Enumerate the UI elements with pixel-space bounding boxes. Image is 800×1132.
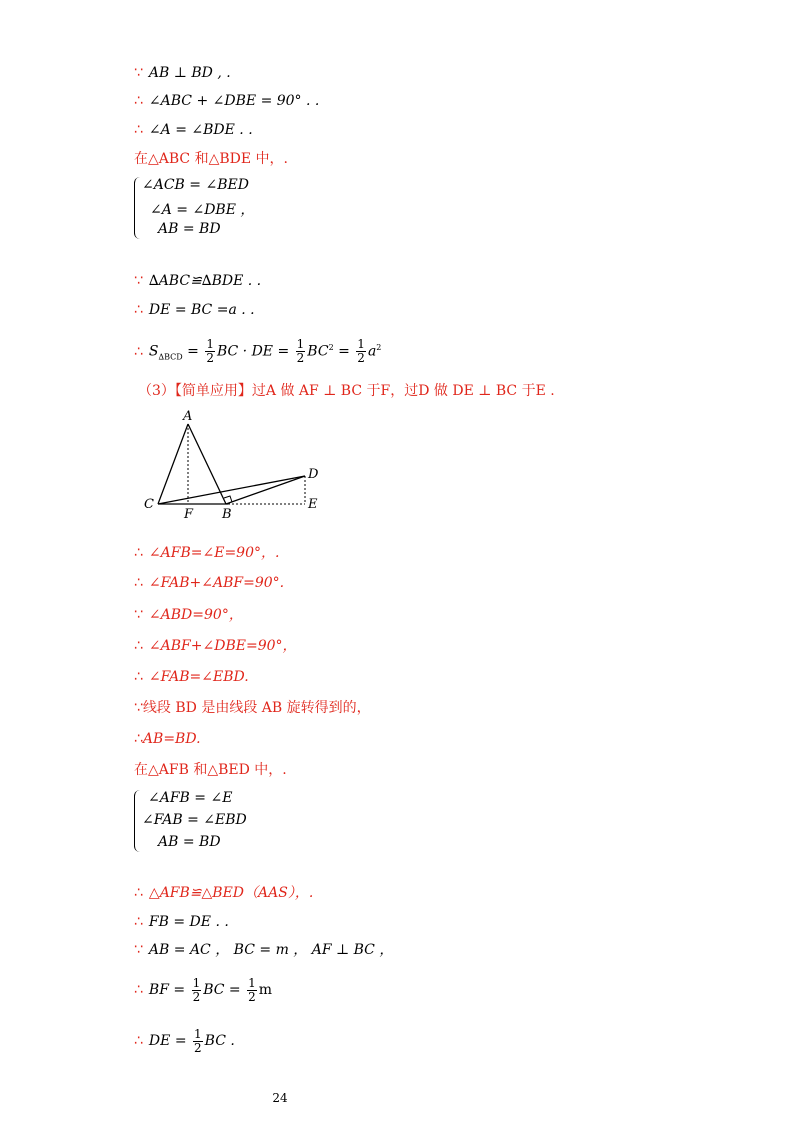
therefore-symbol: ∴ [134, 122, 143, 138]
statement-line [134, 605, 243, 625]
statement-text: AB=BD. [142, 731, 201, 747]
statement-line [134, 883, 313, 903]
because-symbol: ∵ [134, 273, 143, 289]
statement-text: FB = DE . . [148, 914, 229, 930]
system-brace [134, 790, 141, 852]
label-b: B [222, 507, 232, 518]
system-row: AB = BD [158, 221, 221, 237]
statement-text: 线段 BD 是由线段 AB 旋转得到的， [142, 700, 371, 716]
therefore-symbol: ∴ [134, 982, 143, 998]
statement-line [134, 271, 261, 291]
statement-text: ∆ABC≌∆BDE . . [148, 273, 262, 289]
statement-line [134, 120, 253, 140]
segment-ac [158, 424, 188, 504]
fraction: $\frac{1}{2}$ [357, 337, 365, 366]
system-row: ∠ACB = ∠BED [142, 177, 249, 193]
geometry-figure [140, 408, 360, 518]
formula-text: BC . [204, 1033, 235, 1049]
statement-text: ∠ABF+∠DBE=90°， [148, 638, 297, 654]
statement-line [134, 760, 287, 780]
statement-text: DE = BC =a . . [148, 302, 255, 318]
label-c: C [144, 497, 154, 512]
formula-line [134, 1026, 235, 1056]
statement-line [134, 300, 255, 320]
formula-line [134, 975, 272, 1005]
statement-text: AB ⊥ BD , . [148, 65, 231, 81]
because-symbol: ∵ [134, 942, 143, 958]
fraction: $\frac{1}{2}$ [192, 975, 201, 1004]
statement-line [134, 149, 288, 169]
statement-text: AB = AC ， BC = m ， AF ⊥ BC ， [148, 942, 394, 958]
therefore-symbol: ∴ [134, 731, 143, 747]
statement-line [134, 940, 393, 960]
segment-bd [226, 476, 305, 504]
label-a: A [183, 409, 193, 424]
area-subscript: ∆BCD [158, 352, 183, 362]
statement-text: ∠ABD=90°， [148, 607, 243, 623]
statement-text: ∠FAB+∠ABF=90°. [148, 575, 285, 591]
therefore-symbol: ∴ [134, 1033, 143, 1049]
statement-text: 在△AFB 和△BED 中，. [134, 762, 287, 778]
statement-text: 在△ABC 和△BDE 中，. [134, 151, 288, 167]
statement-line [134, 543, 279, 563]
formula-text: a [367, 343, 377, 360]
formula-text: BC [307, 343, 329, 360]
fraction: $\frac{1}{2}$ [194, 1026, 202, 1055]
statement-text: ∠A = ∠BDE . . [148, 122, 253, 138]
system-row: ∠FAB = ∠EBD [142, 812, 247, 828]
formula-text: BF = [148, 982, 186, 998]
therefore-symbol: ∴ [134, 885, 143, 901]
area-symbol: S [148, 343, 159, 360]
statement-text: △AFB≌△BED（AAS），. [148, 885, 314, 901]
section-heading [138, 381, 555, 401]
equation-system [134, 177, 334, 243]
fraction: $\frac{1}{2}$ [296, 337, 305, 366]
label-e: E [308, 497, 318, 512]
system-row: AB = BD [158, 834, 221, 850]
therefore-symbol: ∴ [134, 575, 143, 591]
formula-text: m [258, 982, 273, 998]
statement-line [134, 573, 284, 593]
statement-text: ∠ABC + ∠DBE = 90° . . [148, 93, 320, 109]
statement-line [134, 63, 231, 83]
therefore-symbol: ∴ [134, 93, 143, 109]
therefore-symbol: ∴ [134, 914, 143, 930]
therefore-symbol: ∴ [134, 545, 143, 561]
statement-text: ∠AFB=∠E=90°，. [148, 545, 280, 561]
because-symbol: ∵ [134, 700, 143, 716]
fraction: $\frac{1}{2}$ [206, 337, 214, 366]
fraction: $\frac{1}{2}$ [248, 975, 256, 1004]
formula-text: BC = [203, 982, 241, 998]
section-heading-text: （3）【简单应用】过A 做 AF ⊥ BC 于F，过D 做 DE ⊥ BC 于E . [138, 383, 555, 399]
statement-line [134, 729, 201, 749]
statement-line [134, 698, 371, 718]
system-row: ∠A = ∠DBE ， [150, 202, 255, 218]
page-number: 24 [272, 1091, 288, 1105]
statement-line [134, 912, 229, 932]
statement-text: ∠FAB=∠EBD. [148, 669, 249, 685]
therefore-symbol: ∴ [134, 343, 143, 360]
therefore-symbol: ∴ [134, 669, 143, 685]
system-brace [134, 177, 141, 239]
equation-system [134, 790, 334, 856]
label-f: F [184, 507, 194, 518]
because-symbol: ∵ [134, 65, 143, 81]
system-row: ∠AFB = ∠E [148, 790, 233, 806]
therefore-symbol: ∴ [134, 638, 143, 654]
statement-line [134, 636, 297, 656]
statement-line [134, 667, 249, 687]
therefore-symbol: ∴ [134, 302, 143, 318]
because-symbol: ∵ [134, 607, 143, 623]
statement-line [134, 91, 319, 111]
formula-text: BC · DE = [216, 343, 290, 360]
formula-text: DE = [148, 1033, 187, 1049]
label-d: D [308, 467, 319, 482]
area-formula: ∴ $S_{\Delta BCD}$ = $\frac{1}{2}$ BC · DE = $\frac{1}{2}$ $BC^2$ = $\frac{1}{2}$ $a^2$ [134, 337, 382, 366]
